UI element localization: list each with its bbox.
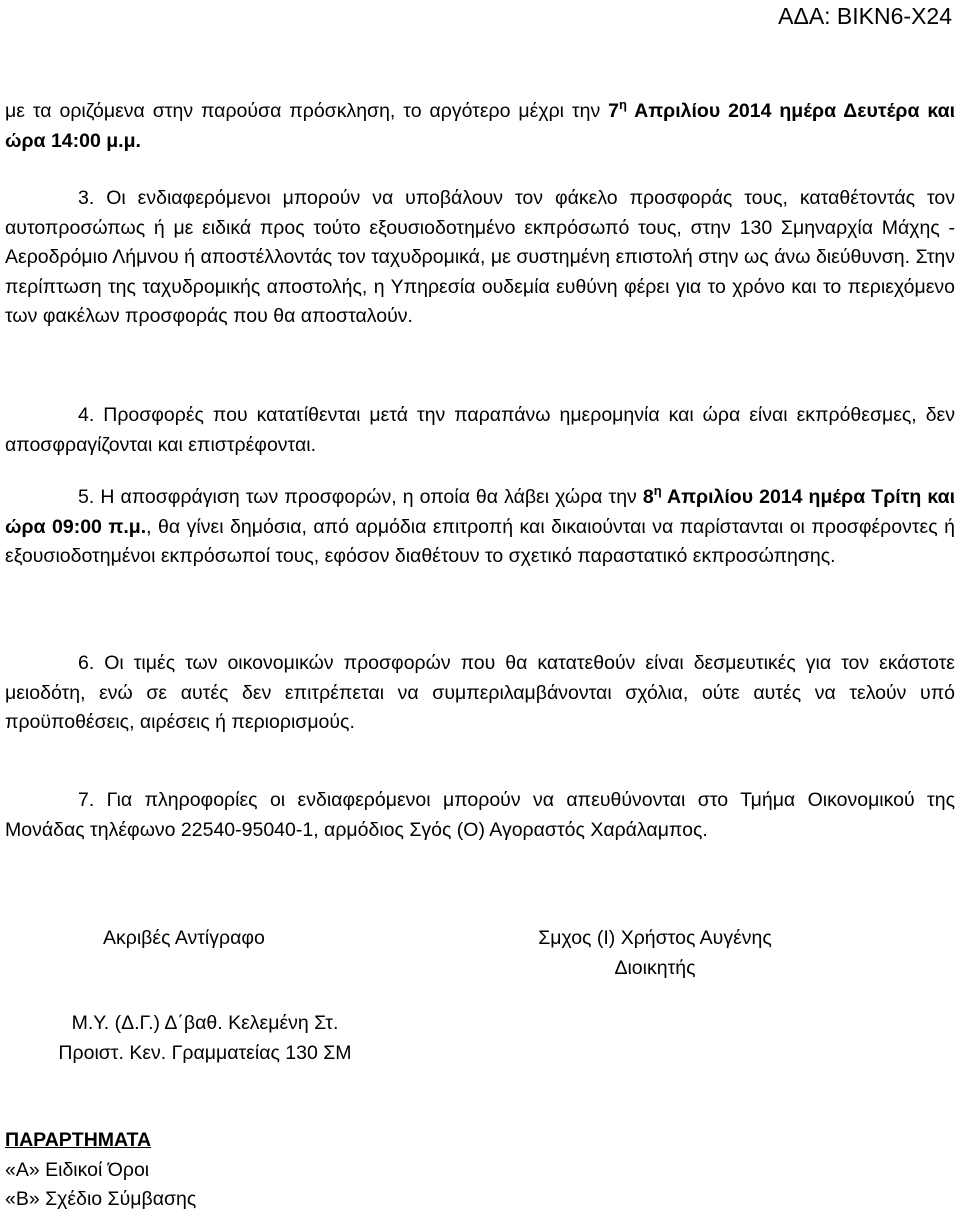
commander-name: Σμχος (Ι) Χρήστος Αυγένης xyxy=(538,927,772,949)
paragraph-6: 6. Οι τιμές των οικονομικών προσφορών που θα κατατεθούν είναι δεσμευτικές για τον εκάστοτε μειοδότη, ενώ σε αυτές δεν επιτρέπεται να συμπεριλαμβάνονται σχόλια, ούτε αυτές να τελούν υπό προϋποθέσεις, αιρέσεις ή περιορισμούς. xyxy=(5,652,955,733)
ada-code: ΑΔΑ: ΒΙΚΝ6-Χ24 xyxy=(778,3,952,29)
paragraph-5 xyxy=(5,483,955,572)
paragraph-4: 4. Προσφορές που κατατίθενται μετά την παραπάνω ημερομηνία και ώρα είναι εκπρόθεσμες, δεν αποσφραγίζονται και επιστρέφονται. xyxy=(5,404,955,456)
p5-text: 5. Η αποσφράγιση των προσφορών, η οποία θα λάβει χώρα την xyxy=(78,486,643,508)
paragraph-3 xyxy=(5,184,955,332)
p2-text: με τα οριζόμενα στην παρούσα πρόσκληση, το αργότερο μέχρι την xyxy=(5,100,609,122)
commander-signature xyxy=(490,924,820,983)
p3-text: Οι ενδιαφερόμενοι μπορούν να υποβάλουν τον φάκελο προσφοράς τους, καταθέτοντάς τον αυτοπροσώπως ή με ειδικά προς τούτο εξουσιοδοτημένο εκπρόσωπό τους, στην 130 Σμηναρχία Μάχης - Αεροδρόμιο Λήμνου ή αποστέλλοντάς τον ταχυδρομικά, με συστημένη επιστολή στην ως άνω διεύθυνση. Στην περίπτωση της ταχυδρομικής αποστολής, η Υπηρεσία ουδεμία ευθύνη φέρει για το χρόνο και το περιεχόμενο των φακέλων προσφοράς που θα αποσταλούν. xyxy=(5,187,955,327)
p3-number: 3. xyxy=(78,187,95,209)
annexes xyxy=(5,1126,196,1215)
p5-opening-date: $8^\eta$ Απριλίου 2014 ημέρα Τρίτη και ώρα 09:00 π.μ. xyxy=(5,483,956,538)
clerk-block xyxy=(10,1009,400,1068)
annex-item: «Β» Σχέδιο Σύμβασης xyxy=(5,1188,197,1210)
p5-text-2: , θα γίνει δημόσια, από αρμόδια επιτροπή και δικαιούνται να παρίστανται οι προσφέροντες ή εξουσιοδοτημένοι εκπρόσωποί τους, εφόσον διαθέτουν το σχετικό παραστατικό εκπροσώπησης. xyxy=(5,515,955,567)
clerk-position: Προιστ. Κεν. Γραμματείας 130 ΣΜ xyxy=(58,1041,352,1064)
p2-deadline: $7^\eta$ Απριλίου 2014 ημέρα Δευτέρα και ώρα 14:00 μ.μ. xyxy=(5,97,955,152)
annexes-title: ΠΑΡΑΡΤΗΜΑΤΑ xyxy=(5,1129,152,1151)
annex-item: «Α» Ειδικοί Όροι xyxy=(5,1158,150,1181)
commander-title: Διοικητής xyxy=(614,956,696,979)
certified-copy-label: Ακριβές Αντίγραφο xyxy=(103,927,265,949)
paragraph-2-continuation xyxy=(5,97,955,156)
paragraph-7: 7. Για πληροφορίες οι ενδιαφερόμενοι μπορούν να απευθύνονται στο Τμήμα Οικονομικού της Μονάδας τηλέφωνο 22540-95040-1, αρμόδιος Σγός (Ο) Αγοραστός Χαράλαμπος. xyxy=(5,789,955,841)
clerk-name: Μ.Υ. (Δ.Γ.) Δ΄βαθ. Κελεμένη Στ. xyxy=(71,1012,339,1034)
